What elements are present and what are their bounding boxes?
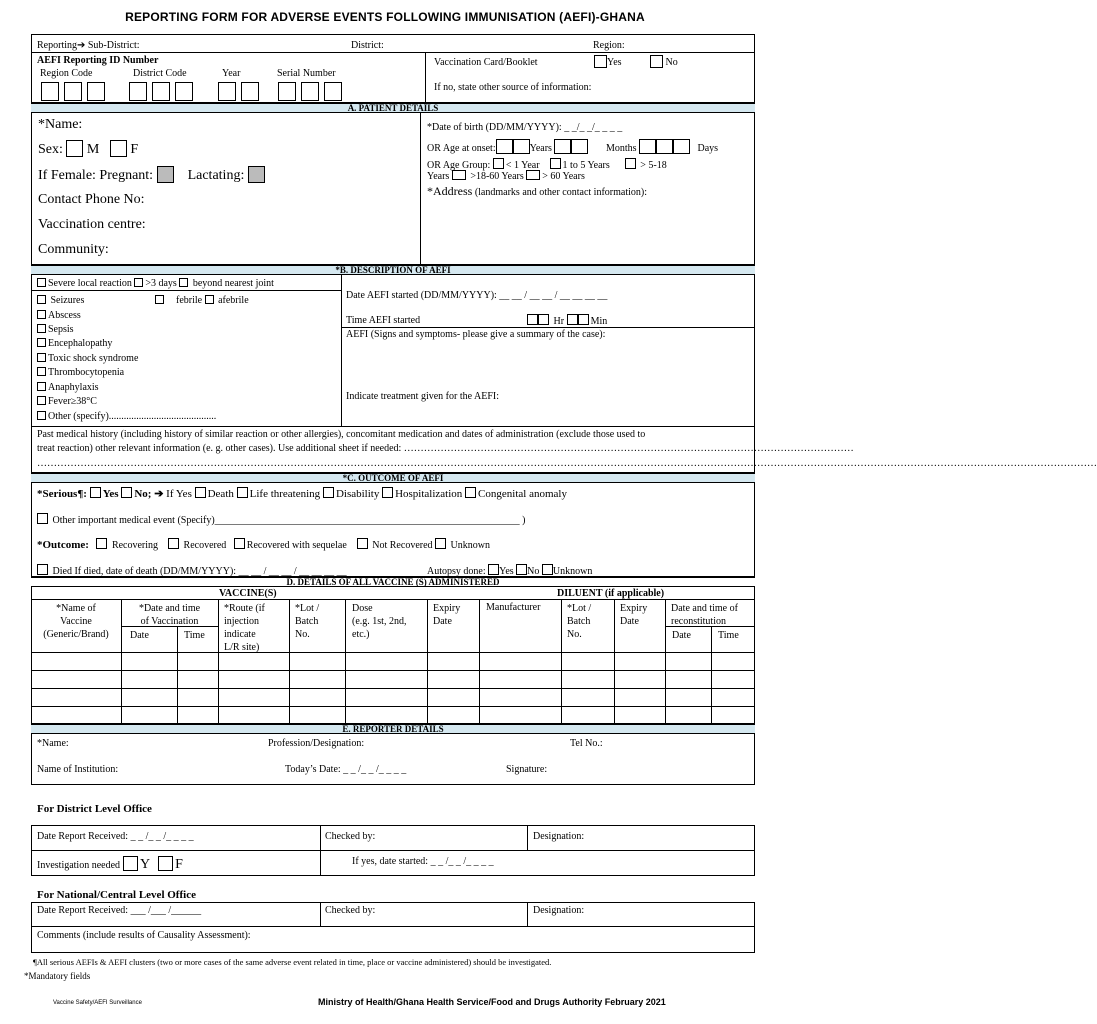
vacc-card-yes[interactable]: Yes — [594, 55, 622, 68]
checkbox-icon — [37, 310, 46, 319]
checkbox-icon — [37, 295, 46, 304]
serious-no-checkbox[interactable] — [121, 487, 132, 498]
date-aefi-started: Date AEFI started (DD/MM/YYYY): __ __ / __ __ / __ __ __ __ — [346, 290, 608, 301]
age-months-box-1[interactable] — [554, 139, 571, 154]
thrombocytopenia-item[interactable]: Thrombocytopenia — [37, 367, 124, 378]
not-recovered-checkbox[interactable] — [357, 538, 368, 549]
min-box-1[interactable] — [567, 314, 578, 325]
investigation-needed: Investigation needed Y F — [37, 857, 183, 872]
checkbox-icon — [37, 513, 48, 524]
hospitalization-checkbox[interactable] — [382, 487, 393, 498]
pregnant-checkbox[interactable] — [157, 166, 174, 183]
unknown-checkbox[interactable] — [435, 538, 446, 549]
year-box-2[interactable] — [241, 82, 259, 101]
national-office-heading: For National/Central Level Office — [37, 889, 196, 901]
district-code-box-1[interactable] — [129, 82, 147, 101]
year-box-1[interactable] — [218, 82, 236, 101]
col-date: Date — [130, 630, 149, 641]
footer-right: Ministry of Health/Ghana Health Service/Food and Drugs Authority February 2021 — [318, 997, 666, 1007]
col-diluent-expiry: Expiry Date — [620, 603, 648, 627]
if-female-field: If Female: Pregnant: Lactating: — [38, 166, 265, 184]
section-e-heading: E. REPORTER DETAILS — [31, 724, 755, 734]
checkbox-icon — [37, 382, 46, 391]
checkbox-icon — [205, 295, 214, 304]
todays-date-label: Today’s Date: _ _ /_ _ /_ _ _ _ — [285, 764, 407, 775]
region-code-box-1[interactable] — [41, 82, 59, 101]
col-diluent-lot: *Lot / Batch No. — [567, 603, 592, 640]
investigation-y-checkbox[interactable] — [123, 856, 138, 871]
arrow-right-icon: ➔ — [154, 488, 164, 500]
reporter-block — [31, 734, 755, 785]
col-dose: Dose (e.g. 1st, 2nd, etc.) — [352, 603, 407, 640]
time-aefi-started: Time AEFI started — [346, 315, 421, 326]
section-c-heading: *C. OUTCOME OF AEFI — [31, 473, 755, 483]
checkbox-icon — [37, 353, 46, 362]
age-onset-field: OR Age at onset: Years Months Days — [427, 139, 718, 154]
region-code-box-3[interactable] — [87, 82, 105, 101]
outcome-field: *Outcome: Recovering Recovered Recovered with sequelae Not Recovered Unknown — [37, 539, 490, 551]
gt60-checkbox[interactable] — [526, 170, 540, 180]
checkbox-icon — [37, 411, 46, 420]
checkbox-icon — [155, 295, 164, 304]
fever-item[interactable]: Fever≥38°C — [37, 396, 97, 407]
district-checked-label: Checked by: — [325, 831, 376, 842]
footer-left: Vaccine Safety/AEFI Surveillance — [53, 1000, 142, 1006]
history-line-2: treat reaction) other relevant information (e. g. other cases). Use additional sheet if needed: ……………………………………………………………………………………………………………………… — [37, 443, 854, 454]
min-box-2[interactable] — [578, 314, 589, 325]
other-source-label: If no, state other source of information: — [434, 82, 592, 93]
national-checked-label: Checked by: — [325, 905, 376, 916]
vaccines-label: VACCINE(S) — [219, 588, 277, 599]
dob-label: *Date of birth (DD/MM/YYYY): _ _/_ _/_ _ _ _ — [427, 122, 623, 133]
national-designation-label: Designation: — [533, 905, 585, 916]
checkbox-icon — [594, 55, 607, 68]
contact-phone-label: Contact Phone No: — [38, 192, 145, 207]
age-group-field: OR Age Group: < 1 Year 1 to 5 Years > 5-18 — [427, 160, 667, 171]
patient-name-label: *Name: — [38, 117, 83, 132]
district-designation-label: Designation: — [533, 831, 585, 842]
section-a-heading: A. PATIENT DETAILS — [31, 103, 755, 113]
reporter-name-label: *Name: — [37, 738, 69, 749]
col-date-time: *Date and time of Vaccination — [138, 603, 201, 627]
y1-5-checkbox[interactable] — [550, 158, 561, 169]
investigation-date-label: If yes, date started: _ _ /_ _ /_ _ _ _ — [352, 856, 494, 867]
died-checkbox — [37, 564, 48, 575]
checkbox-icon — [37, 338, 46, 347]
time-hr-min-boxes[interactable]: Hr Min — [527, 314, 607, 327]
age-days-box-1[interactable] — [639, 139, 656, 154]
age-days-box-2[interactable] — [656, 139, 673, 154]
form-title: REPORTING FORM FOR ADVERSE EVENTS FOLLOWING IMMUNISATION (AEFI)-GHANA — [125, 10, 645, 24]
hr-box-2[interactable] — [538, 314, 549, 325]
abscess-item[interactable]: Abscess — [37, 310, 81, 321]
national-received-label: Date Report Received: ___ /___ /______ — [37, 905, 202, 916]
toxic-shock-item[interactable]: Toxic shock syndrome — [37, 353, 138, 364]
district-received-label: Date Report Received: _ _ /_ _ /_ _ _ _ — [37, 831, 194, 842]
autopsy-unknown-checkbox[interactable] — [542, 564, 553, 575]
investigation-f-checkbox[interactable] — [158, 856, 173, 871]
severe-local-reaction[interactable]: Severe local reaction >3 days beyond nearest joint — [37, 278, 274, 289]
checkbox-icon — [37, 367, 46, 376]
congenital-checkbox[interactable] — [465, 487, 476, 498]
col-lot: *Lot / Batch No. — [295, 603, 320, 640]
treatment-label: Indicate treatment given for the AEFI: — [346, 391, 500, 402]
other-important-event[interactable]: Other important medical event (Specify)_____________________________________________________________ ) — [37, 513, 526, 526]
aefi-signs-label: AEFI (Signs and symptoms- please give a summary of the case): — [346, 329, 606, 340]
seizures-item[interactable]: Seizures — [37, 295, 84, 306]
tel-label: Tel No.: — [570, 738, 603, 749]
gt5-checkbox[interactable] — [625, 158, 636, 169]
hr-box-1[interactable] — [527, 314, 538, 325]
checkbox-icon — [37, 324, 46, 333]
col-time: Time — [184, 630, 205, 641]
serial-box-3[interactable] — [324, 82, 342, 101]
col-recon-time: Time — [718, 630, 739, 641]
vacc-card-no[interactable]: No — [650, 55, 678, 68]
serial-box-1[interactable] — [278, 82, 296, 101]
region-code-box-2[interactable] — [64, 82, 82, 101]
sepsis-item[interactable]: Sepsis — [37, 324, 74, 335]
lactating-checkbox[interactable] — [248, 166, 265, 183]
region-code-label: Region Code — [40, 68, 93, 79]
checkbox-icon — [37, 396, 46, 405]
encephalopathy-item[interactable]: Encephalopathy — [37, 338, 112, 349]
sex-field: Sex: M F — [38, 142, 139, 157]
sex-f-checkbox[interactable] — [110, 140, 127, 157]
checkbox-icon — [650, 55, 663, 68]
col-route: *Route (if injection indicate L/R site) — [224, 603, 265, 653]
section-d-heading: D. DETAILS OF ALL VACCINE (S) ADMINISTERED — [31, 577, 755, 587]
district-office-heading: For District Level Office — [37, 803, 152, 815]
history-line-1: Past medical history (including history of similar reaction or other allergies), concomitant medication and dates of administration (exclude those used to — [37, 429, 646, 440]
anaphylaxis-item[interactable]: Anaphylaxis — [37, 382, 99, 393]
death-checkbox[interactable] — [195, 487, 206, 498]
lt1-checkbox[interactable] — [493, 158, 504, 169]
died-field[interactable]: Died If died, date of death (DD/MM/YYYY): __ __ / __ __ / __ __ __ __ — [37, 564, 347, 577]
age-days-box-3[interactable] — [673, 139, 690, 154]
section-b-heading: *B. DESCRIPTION OF AEFI — [31, 265, 755, 275]
age-months-box-2[interactable] — [571, 139, 588, 154]
district-code-label: District Code — [133, 68, 187, 79]
id-number-label: AEFI Reporting ID Number — [37, 55, 159, 66]
col-expiry: Expiry Date — [433, 603, 461, 627]
febrile-item[interactable]: febrile afebrile — [155, 295, 249, 306]
age-group-field-2: Years >18-60 Years > 60 Years — [427, 171, 585, 182]
history-line-3: ………………………………………………………………………………………………………………………………………………………………………………………………………………………………………………………………………………………… — [37, 458, 1097, 469]
serious-yes-checkbox[interactable] — [90, 487, 101, 498]
profession-label: Profession/Designation: — [268, 738, 365, 749]
autopsy-no-checkbox[interactable] — [516, 564, 527, 575]
address-field: *Address (landmarks and other contact information): — [427, 184, 647, 198]
life-threatening-checkbox[interactable] — [237, 487, 248, 498]
institution-label: Name of Institution: — [37, 764, 119, 775]
comments-label: Comments (include results of Causality Assessment): — [37, 930, 251, 941]
autopsy-yes-checkbox[interactable] — [488, 564, 499, 575]
community-label: Community: — [38, 242, 109, 257]
col-vaccine-name: *Name of Vaccine (Generic/Brand) — [43, 603, 109, 640]
district-code-box-3[interactable] — [175, 82, 193, 101]
col-recon-date: Date — [672, 630, 691, 641]
year-label: Year — [222, 68, 241, 79]
other-specify-item[interactable]: Other (specify)........................................... — [37, 411, 216, 422]
district-label: District: — [351, 40, 384, 51]
recovered-checkbox[interactable] — [168, 538, 179, 549]
vaccination-centre-label: Vaccination centre: — [38, 217, 146, 232]
disability-checkbox[interactable] — [323, 487, 334, 498]
serial-label: Serial Number — [277, 68, 336, 79]
serious-note: ¶All serious AEFIs & AEFI clusters (two or more cases of the same adverse event related in time, place or vaccine administered) should be investigated. — [33, 957, 552, 967]
mandatory-note: *Mandatory fields — [24, 971, 91, 981]
recovered-sequelae-checkbox[interactable] — [234, 538, 245, 549]
col-reconstitution: Date and time of reconstitution — [671, 603, 738, 627]
age-years-box-2[interactable] — [513, 139, 530, 154]
serious-field: *Serious¶: Yes No; ➔ If Yes Death Life threatening Disability Hospitalization Congenital anomaly — [37, 488, 567, 500]
y18-60-checkbox[interactable] — [452, 170, 466, 180]
recovering-checkbox[interactable] — [96, 538, 107, 549]
autopsy-field: Autopsy done: Yes No Unknown — [427, 566, 593, 577]
sex-m-checkbox[interactable] — [66, 140, 83, 157]
serial-box-2[interactable] — [301, 82, 319, 101]
district-code-box-2[interactable] — [152, 82, 170, 101]
region-label: Region: — [593, 40, 625, 51]
vacc-card-label: Vaccination Card/Booklet — [434, 57, 538, 68]
col-manufacturer: Manufacturer — [486, 602, 541, 613]
checkbox-icon — [134, 278, 143, 287]
checkbox-icon — [37, 278, 46, 287]
checkbox-icon — [179, 278, 188, 287]
age-years-box-1[interactable] — [496, 139, 513, 154]
signature-label: Signature: — [506, 764, 548, 775]
reporting-subdistrict-label: Reporting➔ Sub-District: — [37, 40, 140, 51]
diluent-label: DILUENT (if applicable) — [557, 588, 665, 599]
